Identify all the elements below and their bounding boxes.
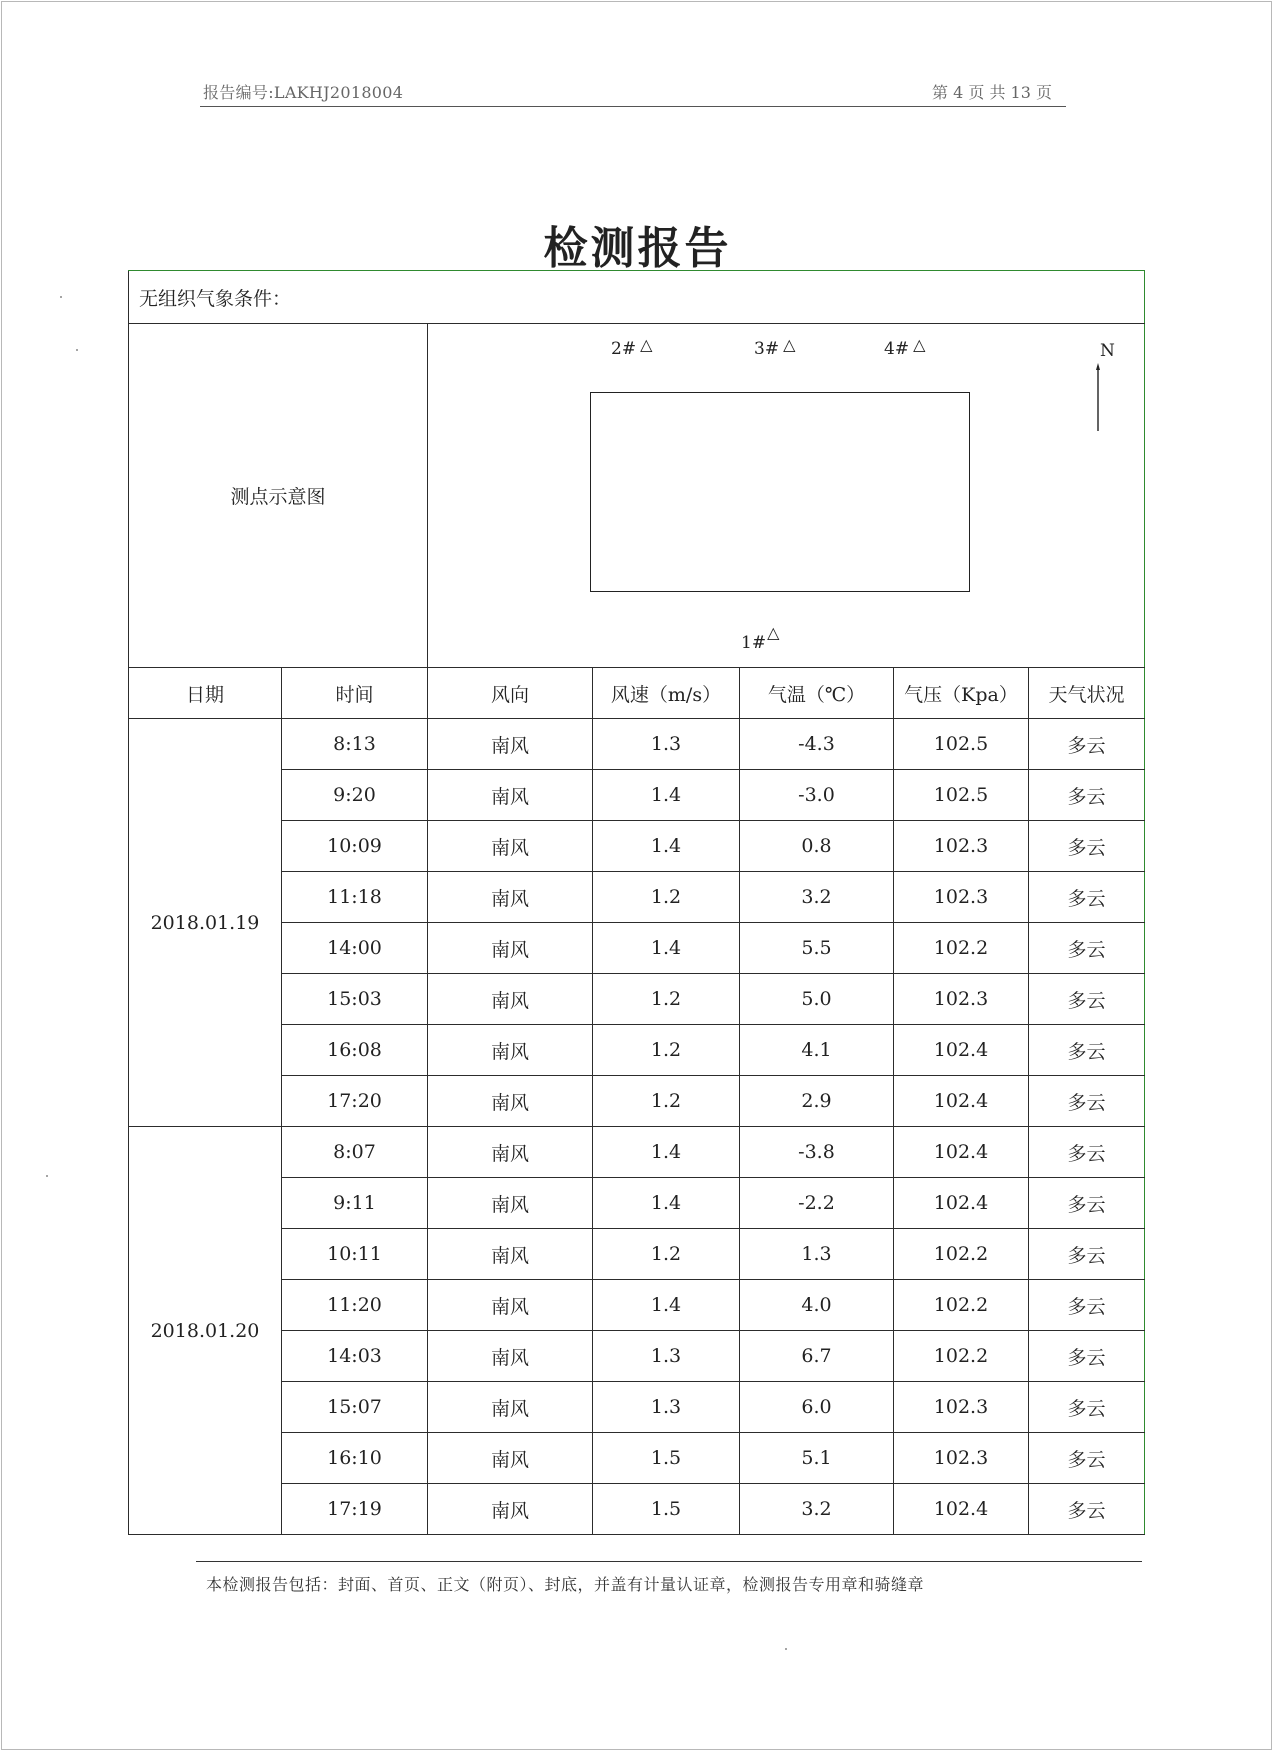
wind-speed-cell: 1.2 — [593, 1076, 740, 1127]
site-boundary — [590, 392, 970, 592]
col-header-temperature: 气温（℃） — [740, 668, 894, 719]
weather-cell: 多云 — [1029, 1127, 1145, 1178]
weather-cell: 多云 — [1029, 821, 1145, 872]
table-row — [129, 1433, 1145, 1484]
pressure-cell: 102.2 — [894, 1331, 1029, 1382]
pressure-cell: 102.3 — [894, 872, 1029, 923]
weather-cell: 多云 — [1029, 1433, 1145, 1484]
time-cell: 11:18 — [282, 872, 428, 923]
weather-cell: 多云 — [1029, 1484, 1145, 1535]
wind-direction-cell: 南风 — [428, 719, 593, 770]
wind-speed-cell: 1.5 — [593, 1433, 740, 1484]
wind-direction-cell: 南风 — [428, 821, 593, 872]
diagram-cell — [428, 324, 1145, 668]
table-row — [129, 872, 1145, 923]
table-row — [129, 1382, 1145, 1433]
pressure-cell: 102.2 — [894, 1280, 1029, 1331]
wind-speed-cell: 1.2 — [593, 1229, 740, 1280]
wind-direction-cell: 南风 — [428, 1331, 593, 1382]
weather-cell: 多云 — [1029, 923, 1145, 974]
pressure-cell: 102.4 — [894, 1484, 1029, 1535]
wind-speed-cell: 1.2 — [593, 974, 740, 1025]
page-info: 第 4 页 共 13 页 — [932, 83, 1052, 102]
weather-cell: 多云 — [1029, 770, 1145, 821]
col-header-weather: 天气状况 — [1029, 668, 1145, 719]
col-header-pressure: 气压（Kpa） — [894, 668, 1029, 719]
weather-cell: 多云 — [1029, 1331, 1145, 1382]
temperature-cell: 5.1 — [740, 1433, 894, 1484]
table-row — [129, 1280, 1145, 1331]
time-cell: 15:03 — [282, 974, 428, 1025]
weather-cell: 多云 — [1029, 872, 1145, 923]
scan-speck — [785, 1648, 787, 1650]
time-cell: 15:07 — [282, 1382, 428, 1433]
scan-speck — [46, 1175, 48, 1177]
temperature-cell: 5.5 — [740, 923, 894, 974]
wind-direction-cell: 南风 — [428, 1229, 593, 1280]
table-row — [129, 1331, 1145, 1382]
time-cell: 11:20 — [282, 1280, 428, 1331]
pressure-cell: 102.3 — [894, 1433, 1029, 1484]
table-row — [129, 770, 1145, 821]
pressure-cell: 102.4 — [894, 1178, 1029, 1229]
table-row — [129, 1025, 1145, 1076]
weather-cell: 多云 — [1029, 719, 1145, 770]
time-cell: 17:20 — [282, 1076, 428, 1127]
time-cell: 14:03 — [282, 1331, 428, 1382]
north-label: N — [1100, 340, 1115, 361]
time-cell: 9:11 — [282, 1178, 428, 1229]
table-row — [129, 1076, 1145, 1127]
temperature-cell: 4.1 — [740, 1025, 894, 1076]
table-row — [129, 1229, 1145, 1280]
temperature-cell: 5.0 — [740, 974, 894, 1025]
footer-divider — [196, 1561, 1142, 1562]
weather-cell: 多云 — [1029, 1382, 1145, 1433]
column-header-row — [129, 668, 1145, 719]
triangle-icon: △ — [783, 334, 796, 354]
weather-cell: 多云 — [1029, 1076, 1145, 1127]
wind-direction-cell: 南风 — [428, 1433, 593, 1484]
temperature-cell: 3.2 — [740, 872, 894, 923]
weather-cell: 多云 — [1029, 1229, 1145, 1280]
wind-speed-cell: 1.4 — [593, 770, 740, 821]
wind-speed-cell: 1.4 — [593, 821, 740, 872]
time-cell: 10:11 — [282, 1229, 428, 1280]
pressure-cell: 102.5 — [894, 719, 1029, 770]
time-cell: 9:20 — [282, 770, 428, 821]
temperature-cell: 6.0 — [740, 1382, 894, 1433]
date-cell: 2018.01.20 — [129, 1127, 282, 1535]
wind-speed-cell: 1.3 — [593, 1331, 740, 1382]
wind-direction-cell: 南风 — [428, 974, 593, 1025]
col-header-wind-speed: 风速（m/s） — [593, 668, 740, 719]
diagram-label-cell — [129, 324, 428, 668]
triangle-icon: △ — [767, 622, 780, 642]
wind-direction-cell: 南风 — [428, 872, 593, 923]
diagram-label: 测点示意图 — [230, 486, 326, 508]
wind-speed-cell: 1.4 — [593, 923, 740, 974]
pressure-cell: 102.5 — [894, 770, 1029, 821]
wind-direction-cell: 南风 — [428, 1484, 593, 1535]
temperature-cell: -3.8 — [740, 1127, 894, 1178]
pressure-cell: 102.4 — [894, 1076, 1029, 1127]
wind-speed-cell: 1.2 — [593, 1025, 740, 1076]
pressure-cell: 102.4 — [894, 1025, 1029, 1076]
north-arrow-icon — [1096, 363, 1100, 431]
table-row — [129, 974, 1145, 1025]
wind-direction-cell: 南风 — [428, 1382, 593, 1433]
pressure-cell: 102.3 — [894, 1382, 1029, 1433]
wind-direction-cell: 南风 — [428, 1025, 593, 1076]
point-3: 3# △ — [754, 334, 796, 359]
wind-speed-cell: 1.3 — [593, 1382, 740, 1433]
wind-speed-cell: 1.4 — [593, 1178, 740, 1229]
pressure-cell: 102.3 — [894, 821, 1029, 872]
wind-direction-cell: 南风 — [428, 770, 593, 821]
temperature-cell: 4.0 — [740, 1280, 894, 1331]
time-cell: 8:07 — [282, 1127, 428, 1178]
scan-speck — [60, 296, 62, 298]
weather-cell: 多云 — [1029, 974, 1145, 1025]
col-header-date: 日期 — [129, 668, 282, 719]
triangle-icon: △ — [640, 334, 653, 354]
table-row — [129, 923, 1145, 974]
temperature-cell: 2.9 — [740, 1076, 894, 1127]
time-cell: 17:19 — [282, 1484, 428, 1535]
wind-direction-cell: 南风 — [428, 1280, 593, 1331]
wind-speed-cell: 1.2 — [593, 872, 740, 923]
wind-speed-cell: 1.3 — [593, 719, 740, 770]
point-2: 2# △ — [611, 334, 653, 359]
report-title: 检测报告 — [543, 223, 732, 274]
wind-speed-cell: 1.4 — [593, 1280, 740, 1331]
conditions-label: 无组织气象条件： — [129, 271, 1145, 324]
wind-direction-cell: 南风 — [428, 923, 593, 974]
date-cell: 2018.01.19 — [129, 719, 282, 1127]
triangle-icon: △ — [913, 334, 926, 354]
footer-note: 本检测报告包括：封面、首页、正文（附页）、封底，并盖有计量认证章，检测报告专用章和骑缝章 — [206, 1575, 925, 1594]
wind-direction-cell: 南风 — [428, 1178, 593, 1229]
time-cell: 8:13 — [282, 719, 428, 770]
report-number: 报告编号:LAKHJ2018004 — [203, 83, 404, 102]
point-1: 1#△ — [741, 622, 780, 653]
page-header — [200, 80, 1066, 107]
col-header-wind-direction: 风向 — [428, 668, 593, 719]
temperature-cell: -3.0 — [740, 770, 894, 821]
time-cell: 16:08 — [282, 1025, 428, 1076]
pressure-cell: 102.2 — [894, 1229, 1029, 1280]
table-row — [129, 1127, 1145, 1178]
wind-speed-cell: 1.4 — [593, 1127, 740, 1178]
table-row — [129, 821, 1145, 872]
wind-speed-cell: 1.5 — [593, 1484, 740, 1535]
scan-speck — [76, 349, 78, 351]
table-row — [129, 1484, 1145, 1535]
site-diagram — [428, 327, 1145, 665]
table-row — [129, 1178, 1145, 1229]
temperature-cell: -2.2 — [740, 1178, 894, 1229]
pressure-cell: 102.2 — [894, 923, 1029, 974]
pressure-cell: 102.4 — [894, 1127, 1029, 1178]
point-4: 4# △ — [884, 334, 926, 359]
temperature-cell: 6.7 — [740, 1331, 894, 1382]
weather-conditions-table — [128, 270, 1145, 1535]
weather-cell: 多云 — [1029, 1178, 1145, 1229]
weather-cell: 多云 — [1029, 1025, 1145, 1076]
wind-direction-cell: 南风 — [428, 1127, 593, 1178]
time-cell: 16:10 — [282, 1433, 428, 1484]
wind-direction-cell: 南风 — [428, 1076, 593, 1127]
weather-cell: 多云 — [1029, 1280, 1145, 1331]
table-row — [129, 719, 1145, 770]
temperature-cell: 3.2 — [740, 1484, 894, 1535]
pressure-cell: 102.3 — [894, 974, 1029, 1025]
temperature-cell: 1.3 — [740, 1229, 894, 1280]
col-header-time: 时间 — [282, 668, 428, 719]
time-cell: 14:00 — [282, 923, 428, 974]
temperature-cell: 0.8 — [740, 821, 894, 872]
temperature-cell: -4.3 — [740, 719, 894, 770]
time-cell: 10:09 — [282, 821, 428, 872]
